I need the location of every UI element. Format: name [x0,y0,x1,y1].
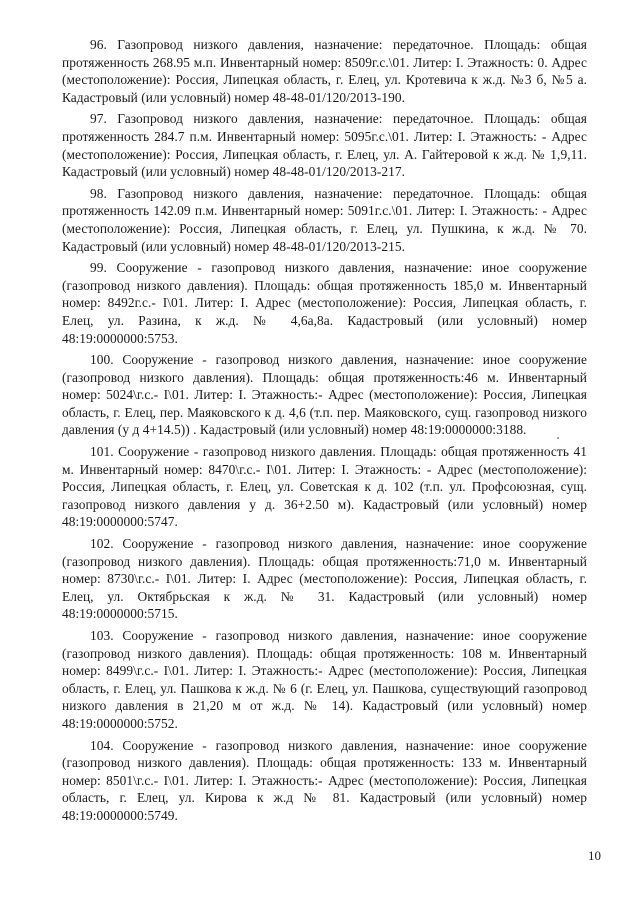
page-number: 10 [588,848,601,863]
list-item-102: 102. Сооружение - газопровод низкого давления, назначение: иное сооружение (газопровод низкого давления). Площадь: общая протяженность:71,0 м. Инвентарный номер: 8730\г.с.- I\01. Литер: I. Адрес (местоположение): Россия, Липецкая область, г. Елец, ул. Октябрьская к ж.д. № 31. Кадастровый (или условный) номер 48:19:0000000:5715. [62,536,587,622]
list-item-98: 98. Газопровод низкого давления, назначение: передаточное. Площадь: общая протяженность 142.09 п.м. Инвентарный номер: 5091г.с.\01. Литер: I. Этажность: - Адрес (местоположение): Россия, Липецкая область, г. Елец, ул. Пушкина, к ж.д. № 70. Кадастровый (или условный) номер 48-48-01/120/2013-215. [62,185,587,254]
document-body [62,36,587,829]
list-item-104: 104. Сооружение - газопровод низкого давления, назначение: иное сооружение (газопровод низкого давления). Площадь: общая протяженность: 133 м. Инвентарный номер: 8501\г.с.- I\01. Литер: I. Этажность:- Адрес (местоположение): Россия, Липецкая область, г. Елец, ул. Кирова к ж.д № 81. Кадастровый (или условный) номер 48:19:0000000:5749. [62,737,587,823]
scan-speck [557,437,559,439]
list-item-100: 100. Сооружение - газопровод низкого давления, назначение: иное сооружение (газопровод низкого давления). Площадь: общая протяженность:46 м. Инвентарный номер: 5024\г.с.- I\01. Литер: I. Этажность:- Адрес (местоположение): Россия, Липецкая область, г. Елец, пер. Маяковского к д. 4,6 (т.п. пер. Маяковского, сущ. газопровод низкого давления (у д 4+14.5)) . Кадастровый (или условный) номер 48:19:0000000:3188. [62,352,587,438]
list-item-99: 99. Сооружение - газопровод низкого давления, назначение: иное сооружение (газопровод низкого давления). Площадь: общая протяженность 185,0 м. Инвентарный номер: 8492г.с.- I\01. Литер: I. Адрес (местоположение): Россия, Липецкая область, г. Елец, ул. Разина, к ж.д. № 4,6а,8а. Кадастровый (или условный) номер 48:19:0000000:5753. [62,260,587,346]
list-item-96: 96. Газопровод низкого давления, назначение: передаточное. Площадь: общая протяженность 268.95 м.п. Инвентарный номер: 8509г.с.\01. Литер: I. Этажность: 0. Адрес (местоположение): Россия, Липецкая область, г. Елец, ул. Кротевича к ж.д. №3 б, №5 а. Кадастровый (или условный) номер 48-48-01/120/2013-190. [62,37,587,105]
list-item-103: 103. Сооружение - газопровод низкого давления, назначение: иное сооружение (газопровод низкого давления). Площадь: общая протяженность: 108 м. Инвентарный номер: 8499\г.с.- I\01. Литер: I. Этажность:- Адрес (местоположение): Россия, Липецкая область, г. Елец, ул. Пашкова к ж.д. № 6 (г. Елец, ул. Пашкова, существующий газопровод низкого давления в 21,20 м от ж.д. № 14). Кадастровый (или условный) номер 48:19:0000000:5752. [62,628,587,731]
list-item-97: 97. Газопровод низкого давления, назначение: передаточное. Площадь: общая протяженность 284.7 п.м. Инвентарный номер: 5095г.с.\01. Литер: I. Этажность: - Адрес (местоположение): Россия, Липецкая область, г. Елец, ул. А. Гайтеровой к ж.д. № 1,9,11. Кадастровый (или условный) номер 48-48-01/120/2013-217. [62,111,587,180]
list-item-101: 101. Сооружение - газопровод низкого давления. Площадь: общая протяженность 41 м. Инвентарный номер: 8470\г.с.- I\01. Литер: I. Этажность: - Адрес (местоположение): Россия, Липецкая область, г. Елец, ул. Советская к д. 102 (т.п. ул. Профсоюзная, сущ. газопровод низкого давления у д. 36+2.50 м). Кадастровый (или условный) номер 48:19:0000000:5747. [62,444,587,530]
